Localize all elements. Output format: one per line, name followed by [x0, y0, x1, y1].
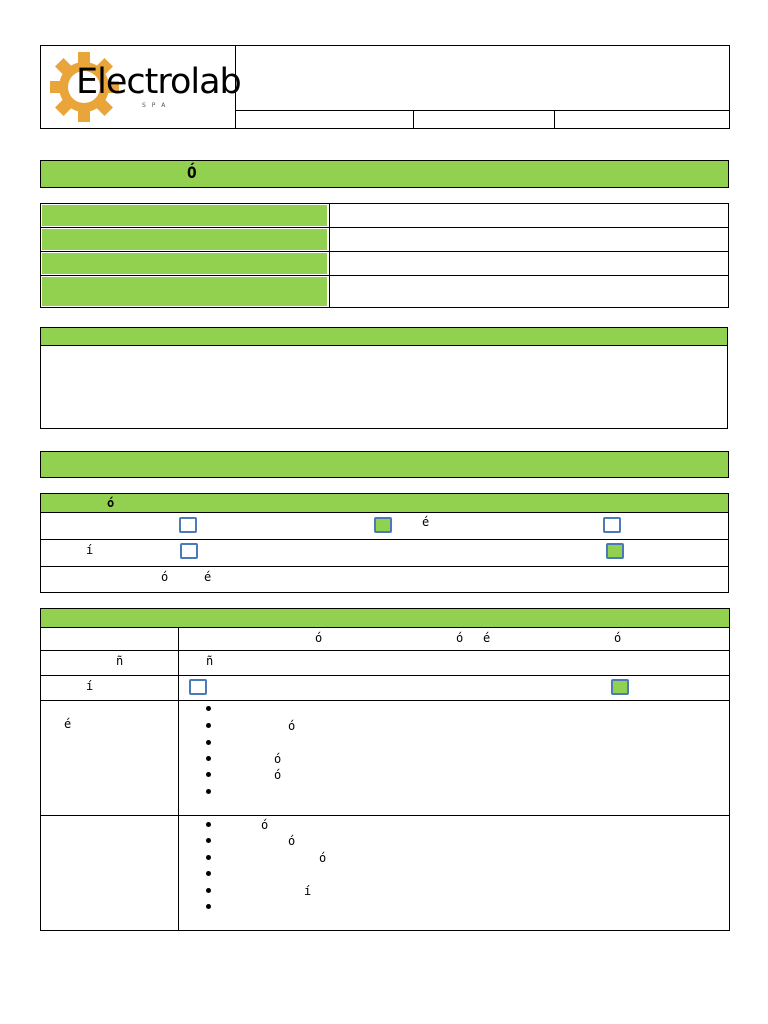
details-divider — [40, 700, 730, 701]
option-checkbox[interactable] — [603, 517, 621, 533]
options-divider — [40, 539, 729, 540]
info-label-cell — [42, 253, 327, 274]
document-title-bar — [40, 160, 729, 188]
list-item: ó — [274, 752, 282, 766]
options-header-text: ó — [107, 496, 115, 510]
list-bullet — [206, 740, 211, 745]
list-bullet — [206, 789, 211, 794]
details-divider — [178, 628, 179, 931]
list-item: í — [304, 884, 312, 898]
option-label: é — [204, 570, 212, 584]
company-logo — [50, 50, 241, 124]
section-bar — [40, 451, 729, 478]
options-header — [41, 494, 728, 513]
details-cell-text: ó — [315, 631, 323, 645]
options-divider — [40, 566, 729, 567]
details-divider — [40, 815, 730, 816]
details-cell-text: ó — [614, 631, 622, 645]
list-bullet — [206, 904, 211, 909]
list-item: ó — [319, 851, 327, 865]
details-divider — [40, 675, 730, 676]
option-label: é — [422, 515, 430, 529]
option-label: í — [86, 543, 94, 557]
details-label: é — [64, 717, 72, 731]
info-divider — [40, 275, 729, 276]
details-cell-text: ó — [456, 631, 464, 645]
details-value: ñ — [206, 654, 214, 668]
option-checkbox[interactable] — [179, 517, 197, 533]
details-label: ñ — [116, 654, 124, 668]
details-checkbox[interactable] — [611, 679, 629, 695]
details-header — [41, 609, 729, 628]
document-title: Ó — [187, 163, 197, 182]
list-bullet — [206, 772, 211, 777]
logo-wordmark: Electrolab — [76, 62, 241, 102]
info-label-cell — [42, 205, 327, 226]
list-bullet — [206, 723, 211, 728]
header-divider — [413, 110, 414, 129]
option-checkbox[interactable] — [606, 543, 624, 559]
option-checkbox[interactable] — [180, 543, 198, 559]
list-bullet — [206, 888, 211, 893]
list-bullet — [206, 838, 211, 843]
details-divider — [40, 650, 730, 651]
details-label: í — [86, 679, 94, 693]
list-bullet — [206, 822, 211, 827]
header-divider — [235, 110, 730, 111]
option-checkbox[interactable] — [374, 517, 392, 533]
info-label-cell — [42, 277, 327, 306]
header-divider — [554, 110, 555, 129]
list-item: ó — [288, 834, 296, 848]
info-divider — [40, 251, 729, 252]
list-item: ó — [274, 768, 282, 782]
list-bullet — [206, 871, 211, 876]
logo-subtitle: S P A — [142, 102, 168, 109]
option-label: ó — [161, 570, 169, 584]
list-item: ó — [261, 818, 269, 832]
description-header — [41, 328, 727, 346]
info-divider — [40, 227, 729, 228]
details-table — [40, 608, 730, 931]
list-item: ó — [288, 719, 296, 733]
list-bullet — [206, 855, 211, 860]
info-divider — [329, 203, 330, 308]
details-cell-text: é — [483, 631, 491, 645]
list-bullet — [206, 706, 211, 711]
details-checkbox[interactable] — [189, 679, 207, 695]
list-bullet — [206, 756, 211, 761]
info-label-cell — [42, 229, 327, 250]
